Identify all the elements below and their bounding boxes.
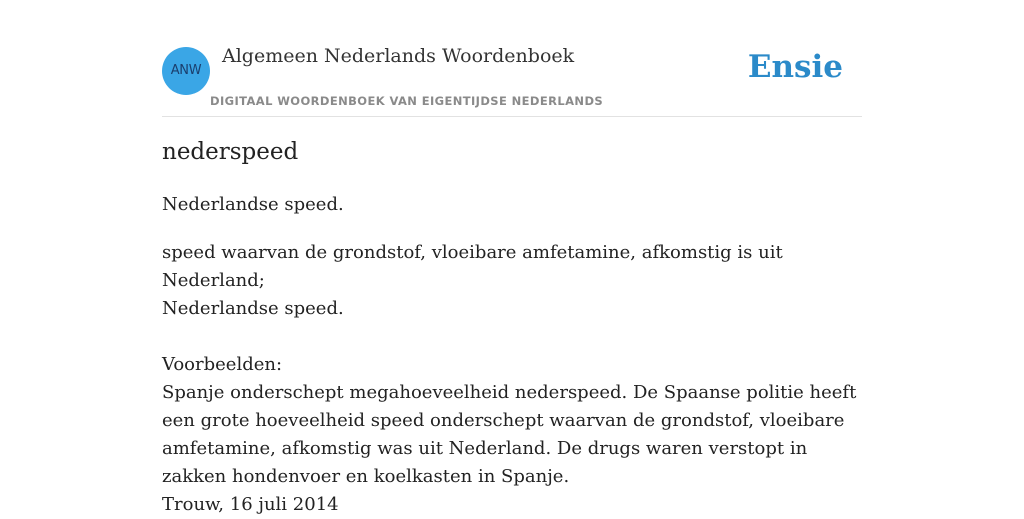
- entry-body: [162, 239, 862, 519]
- spacer: [162, 323, 862, 351]
- page: [162, 0, 862, 515]
- short-definition: Nederlandse speed.: [162, 194, 344, 215]
- ensie-brand-logo[interactable]: Ensie: [747, 49, 843, 85]
- example-source: Trouw, 16 juli 2014: [162, 494, 339, 515]
- definition-line-2: Nederlandse speed.: [162, 298, 344, 319]
- site-subtitle: DIGITAAL WOORDENBOEK VAN EIGENTIJDSE NEDERLANDS: [210, 94, 604, 108]
- site-header: [162, 0, 862, 117]
- anw-logo[interactable]: ANW: [162, 47, 210, 95]
- entry-term: nederspeed: [162, 139, 299, 165]
- definition-line-1: speed waarvan de grondstof, vloeibare amfetamine, afkomstig is uit Nederland;: [162, 242, 783, 291]
- examples-label: Voorbeelden:: [162, 354, 283, 375]
- example-text: Spanje onderschept megahoeveelheid nederspeed. De Spaanse politie heeft een grote hoeveelheid speed onderschept waarvan de grondstof, vloeibare amfetamine, afkomstig was uit Nederland. De drugs waren verstopt in zakken hondenvoer en koelkasten in Spanje.: [162, 382, 857, 487]
- site-title[interactable]: Algemeen Nederlands Woordenboek: [222, 45, 575, 67]
